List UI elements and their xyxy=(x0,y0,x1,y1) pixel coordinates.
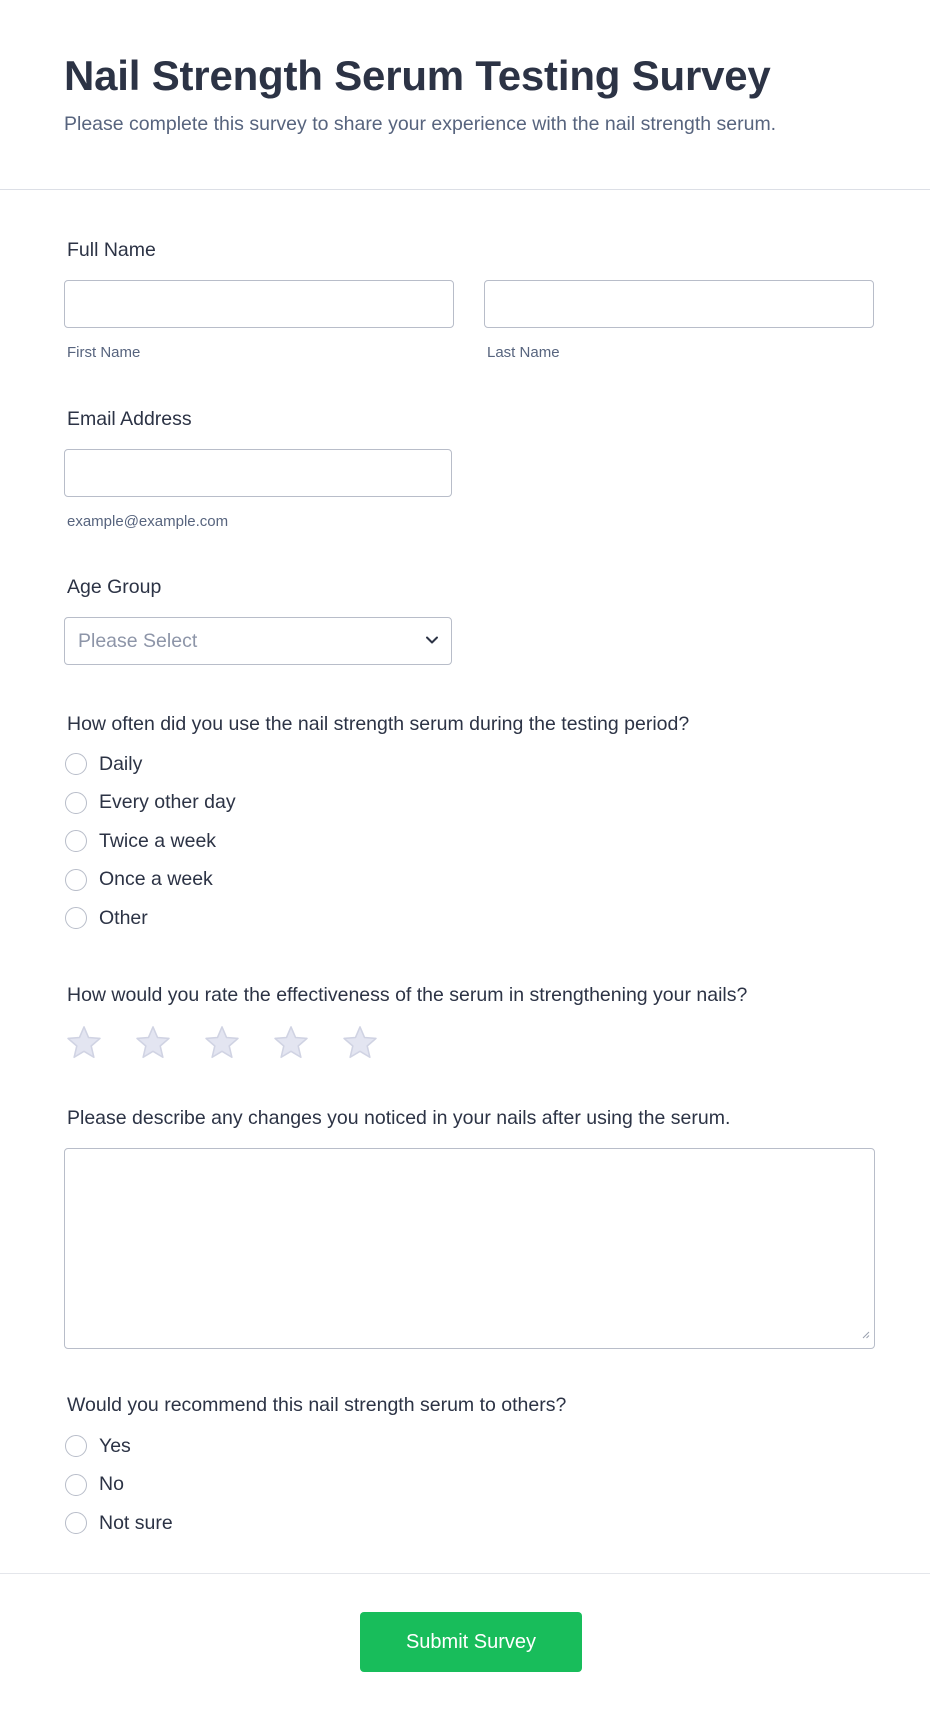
usage-option[interactable] xyxy=(64,822,875,861)
radio-label: No xyxy=(99,1473,124,1496)
star-icon[interactable] xyxy=(272,1025,310,1061)
last-name-sublabel: Last Name xyxy=(487,344,560,361)
age-group-selected-value: Please Select xyxy=(78,629,198,652)
form-footer xyxy=(0,1573,930,1721)
age-group-field xyxy=(64,575,875,665)
recommend-question: Would you recommend this nail strength serum to others? xyxy=(67,1394,567,1416)
radio-button[interactable] xyxy=(65,1512,87,1534)
radio-button[interactable] xyxy=(65,907,87,929)
changes-field xyxy=(64,1106,875,1349)
form-header xyxy=(0,0,930,190)
radio-label: Yes xyxy=(99,1434,131,1457)
full-name-field xyxy=(64,238,875,361)
rating-question: How would you rate the effectiveness of the serum in strengthening your nails? xyxy=(67,984,748,1006)
usage-question: How often did you use the nail strength serum during the testing period? xyxy=(67,713,690,735)
radio-button[interactable] xyxy=(65,830,87,852)
radio-button[interactable] xyxy=(65,869,87,891)
last-name-group xyxy=(484,280,874,361)
radio-button[interactable] xyxy=(65,1435,87,1457)
usage-option[interactable] xyxy=(64,899,875,938)
usage-option[interactable] xyxy=(64,745,875,784)
first-name-input[interactable] xyxy=(64,280,454,328)
star-icon[interactable] xyxy=(203,1025,241,1061)
submit-survey-button[interactable]: Submit Survey xyxy=(360,1612,582,1672)
radio-label: Not sure xyxy=(99,1511,173,1534)
recommend-option[interactable] xyxy=(64,1504,875,1543)
recommend-option[interactable] xyxy=(64,1466,875,1505)
star-icon[interactable] xyxy=(134,1025,172,1061)
email-label: Email Address xyxy=(67,408,192,430)
star-icon[interactable] xyxy=(341,1025,379,1061)
full-name-label: Full Name xyxy=(67,239,156,261)
page-subtitle: Please complete this survey to share your experience with the nail strength serum. xyxy=(64,113,777,135)
resize-handle-icon[interactable] xyxy=(861,1326,870,1344)
rating-field xyxy=(64,983,875,1061)
usage-field xyxy=(64,712,875,938)
recommend-option[interactable] xyxy=(64,1427,875,1466)
radio-label: Daily xyxy=(99,752,143,775)
radio-button[interactable] xyxy=(65,792,87,814)
email-sublabel: example@example.com xyxy=(67,513,229,530)
changes-textarea[interactable] xyxy=(64,1148,875,1349)
first-name-group xyxy=(64,280,454,361)
radio-label: Twice a week xyxy=(99,829,217,852)
star-rating xyxy=(65,1025,875,1061)
radio-label: Once a week xyxy=(99,868,213,891)
usage-option[interactable] xyxy=(64,784,875,823)
email-field xyxy=(64,407,875,530)
recommend-field xyxy=(64,1393,875,1543)
changes-question: Please describe any changes you noticed in your nails after using the serum. xyxy=(67,1107,731,1129)
star-icon[interactable] xyxy=(65,1025,103,1061)
radio-button[interactable] xyxy=(65,1474,87,1496)
page-title: Nail Strength Serum Testing Survey xyxy=(64,52,771,99)
recommend-options xyxy=(64,1427,875,1543)
last-name-input[interactable] xyxy=(484,280,874,328)
radio-label: Other xyxy=(99,906,148,929)
usage-options xyxy=(64,745,875,938)
usage-option[interactable] xyxy=(64,861,875,900)
age-group-select[interactable] xyxy=(64,617,452,665)
radio-button[interactable] xyxy=(65,753,87,775)
chevron-down-icon xyxy=(425,630,439,653)
radio-label: Every other day xyxy=(99,791,236,814)
email-input[interactable] xyxy=(64,449,452,497)
first-name-sublabel: First Name xyxy=(67,344,141,361)
age-group-label: Age Group xyxy=(67,576,162,598)
